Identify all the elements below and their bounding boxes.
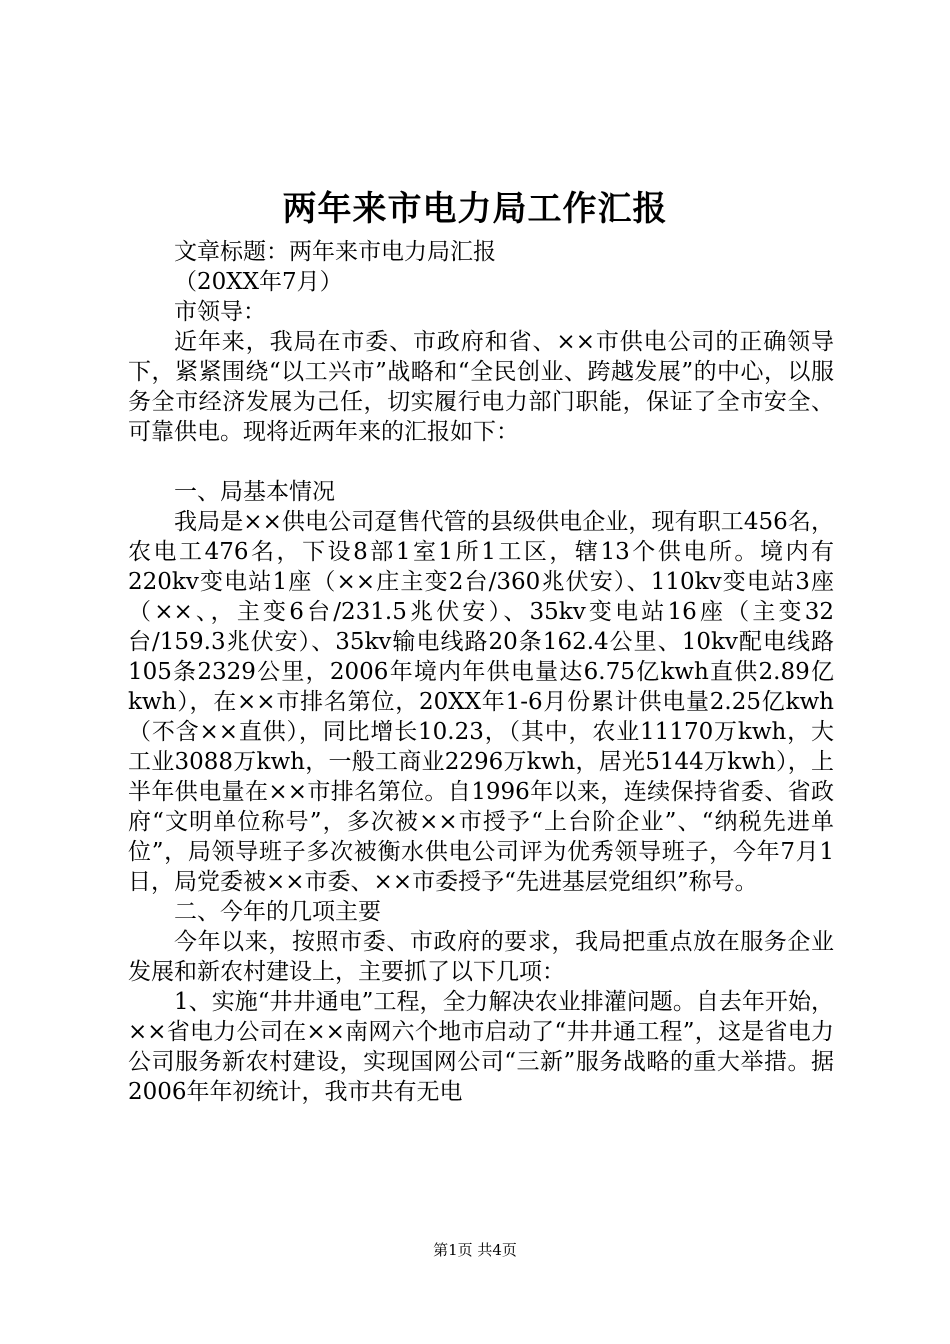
article-title-line: 文章标题：两年来市电力局汇报: [174, 239, 496, 265]
basic-info-paragraph: 我局是××供电公司趸售代管的县级供电企业，现有职工456名，农电工476名，下设8部1室1所1工区，辖13个供电所。境内有220kv变电站1座（××庄主变2台/360兆伏安）、110kv变电站3座（××、，主变6台/231.5兆伏安）、35kv变电站16座（主变32台/159.3兆伏安）、35kv输电线路20条162.4公里、10kv配电线路105条2329公里，2006年境内年供电量达6.75亿kwh直供2.89亿kwh），在××市排名第位，20XX年1-6月份累计供电量2.25亿kwh（不含××直供），同比增长10.23，（其中，农业11170万kwh，大工业3088万kwh，一般工商业2296万kwh，居光5144万kwh），上半年供电量在××市排名第位。自1996年以来，连续保持省委、省政府“文明单位称号”，多次被××市授予“上台阶企业”、“纳税先进单位”，局领导班子多次被衡水供电公司评为优秀领导班子，今年7月1日，局党委被××市委、××市委授予“先进基层党组织”称号。: [128, 509, 834, 895]
well-power-paragraph: 1、实施“井井通电”工程，全力解决农业排灌问题。自去年开始，××省电力公司在××南网六个地市启动了“井井通工程”，这是省电力公司服务新农村建设，实现国网公司“三新”服务战略的重大举措。据2006年年初统计，我市共有无电: [128, 989, 834, 1105]
section-heading-1: 一、局基本情况: [174, 479, 335, 505]
page-footer: 第1页 共4页: [433, 1241, 517, 1259]
salutation: 市领导：: [174, 299, 266, 325]
main-work-intro-paragraph: 今年以来，按照市委、市政府的要求，我局把重点放在服务企业发展和新农村建设上，主要抓了以下几项：: [128, 929, 834, 985]
section-heading-2: 二、今年的几项主要: [174, 899, 381, 925]
intro-paragraph: 近年来，我局在市委、市政府和省、××市供电公司的正确领导下，紧紧围绕“以工兴市”战略和“全民创业、跨越发展”的中心，以服务全市经济发展为己任，切实履行电力部门职能，保证了全市安全、可靠供电。现将近两年来的汇报如下：: [128, 329, 834, 445]
document-body: [128, 237, 834, 1107]
date-line: （20XX年7月）: [174, 269, 343, 295]
document-title: 两年来市电力局工作汇报: [282, 189, 668, 229]
